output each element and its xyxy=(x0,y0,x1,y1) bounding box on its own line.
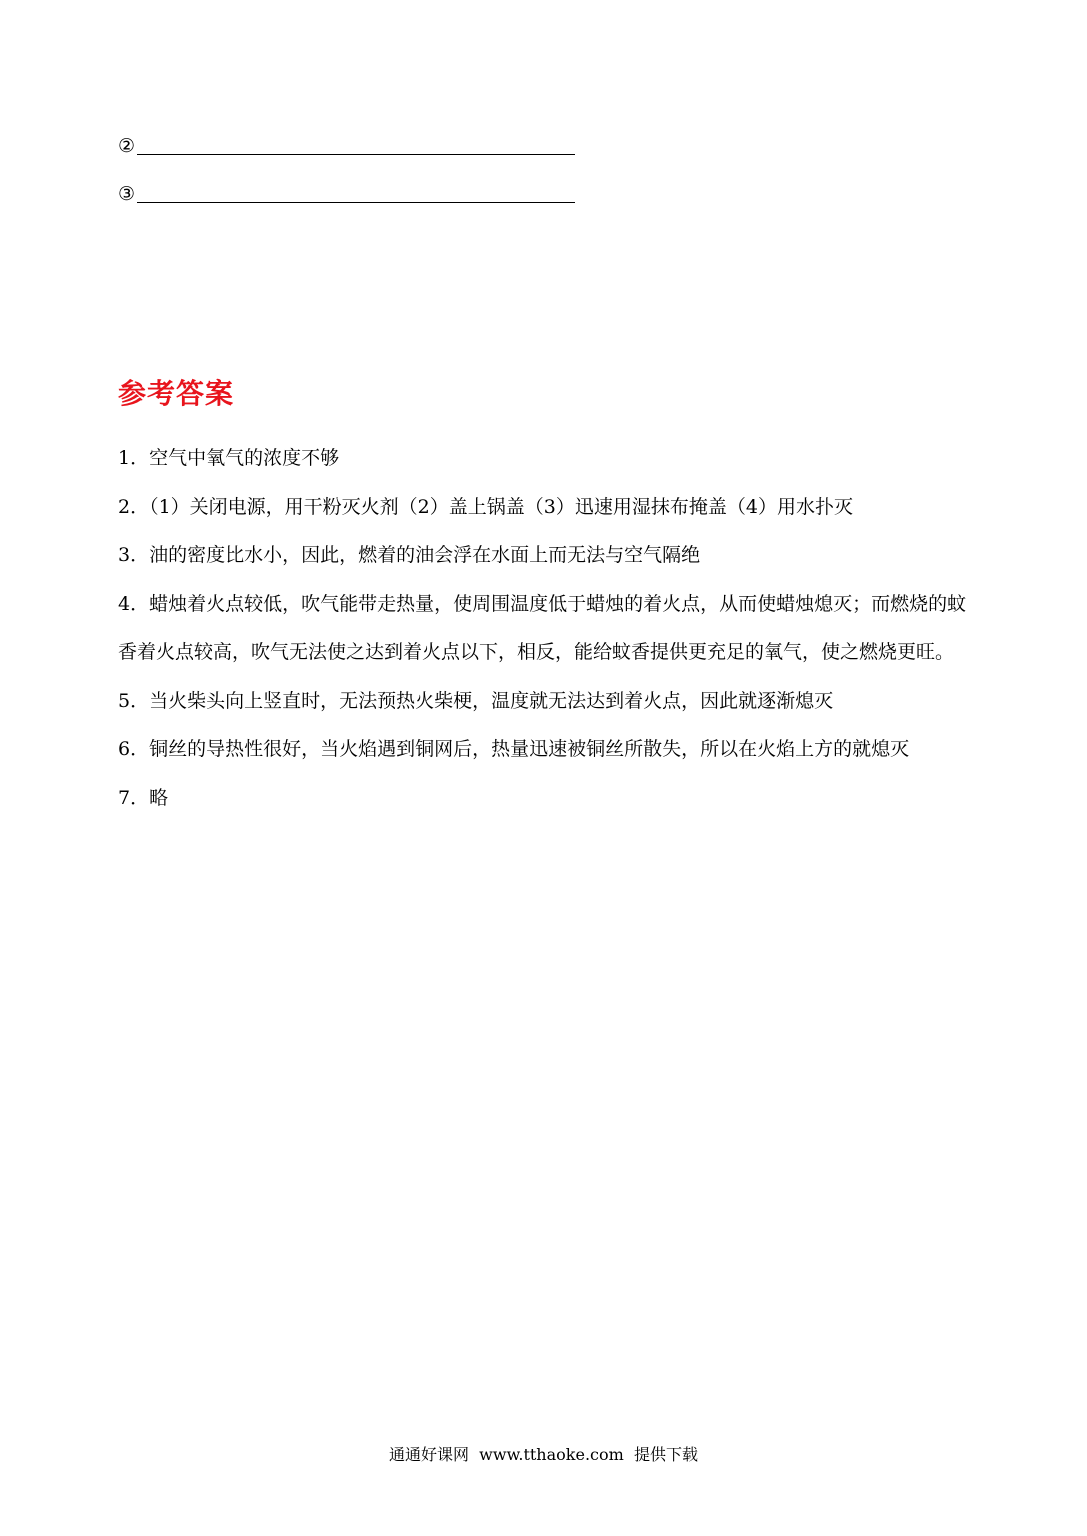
blank-line-3 xyxy=(118,176,575,206)
answer-item-5 xyxy=(118,677,978,726)
page-footer: 通通好课网 www.tthaoke.com 提供下载 xyxy=(389,1445,698,1464)
answer-number: 6． xyxy=(118,738,150,760)
answer-text: 蜡烛着火点较低，吹气能带走热量，使周围温度低于蜡烛的着火点，从而使蜡烛熄灭；而燃烧的蚊香着火点较高，吹气无法使之达到着火点以下，相反，能给蚊香提供更充足的氧气，使之燃烧更旺。 xyxy=(118,592,967,663)
answer-text: 油的密度比水小，因此，燃着的油会浮在水面上而无法与空气隔绝 xyxy=(149,544,701,566)
answer-item-6 xyxy=(118,725,978,774)
reference-answers-heading: 参考答案 xyxy=(118,377,235,410)
answer-item-2 xyxy=(118,483,978,532)
blank-line-2 xyxy=(118,128,575,158)
answer-item-4 xyxy=(118,580,978,677)
answer-text: 空气中氧气的浓度不够 xyxy=(149,447,340,469)
answer-number: 5． xyxy=(118,689,150,712)
answer-number: 4． xyxy=(118,592,150,615)
answer-text: 当火柴头向上竖直时，无法预热火柴梗，温度就无法达到着火点，因此就逐渐熄灭 xyxy=(149,689,834,712)
answer-blank-rule xyxy=(137,202,575,203)
answer-number: 2． xyxy=(118,495,150,518)
circled-number-3: ③ xyxy=(118,183,136,205)
answer-text: （1）关闭电源，用干粉灭火剂（2）盖上锅盖（3）迅速用湿抹布掩盖（4）用水扑灭 xyxy=(149,495,853,518)
answer-number: 7． xyxy=(118,786,150,809)
answer-number: 1． xyxy=(118,447,150,469)
answer-blank-rule xyxy=(137,154,575,155)
circled-number-2: ② xyxy=(118,135,136,157)
answer-item-3 xyxy=(118,531,978,580)
answer-item-1 xyxy=(118,434,978,483)
answer-item-7 xyxy=(118,774,978,823)
answer-text: 铜丝的导热性很好，当火焰遇到铜网后，热量迅速被铜丝所散失，所以在火焰上方的就熄灭 xyxy=(149,738,910,760)
answer-number: 3． xyxy=(118,544,150,566)
answer-text: 略 xyxy=(149,786,169,809)
answer-list xyxy=(118,434,978,822)
